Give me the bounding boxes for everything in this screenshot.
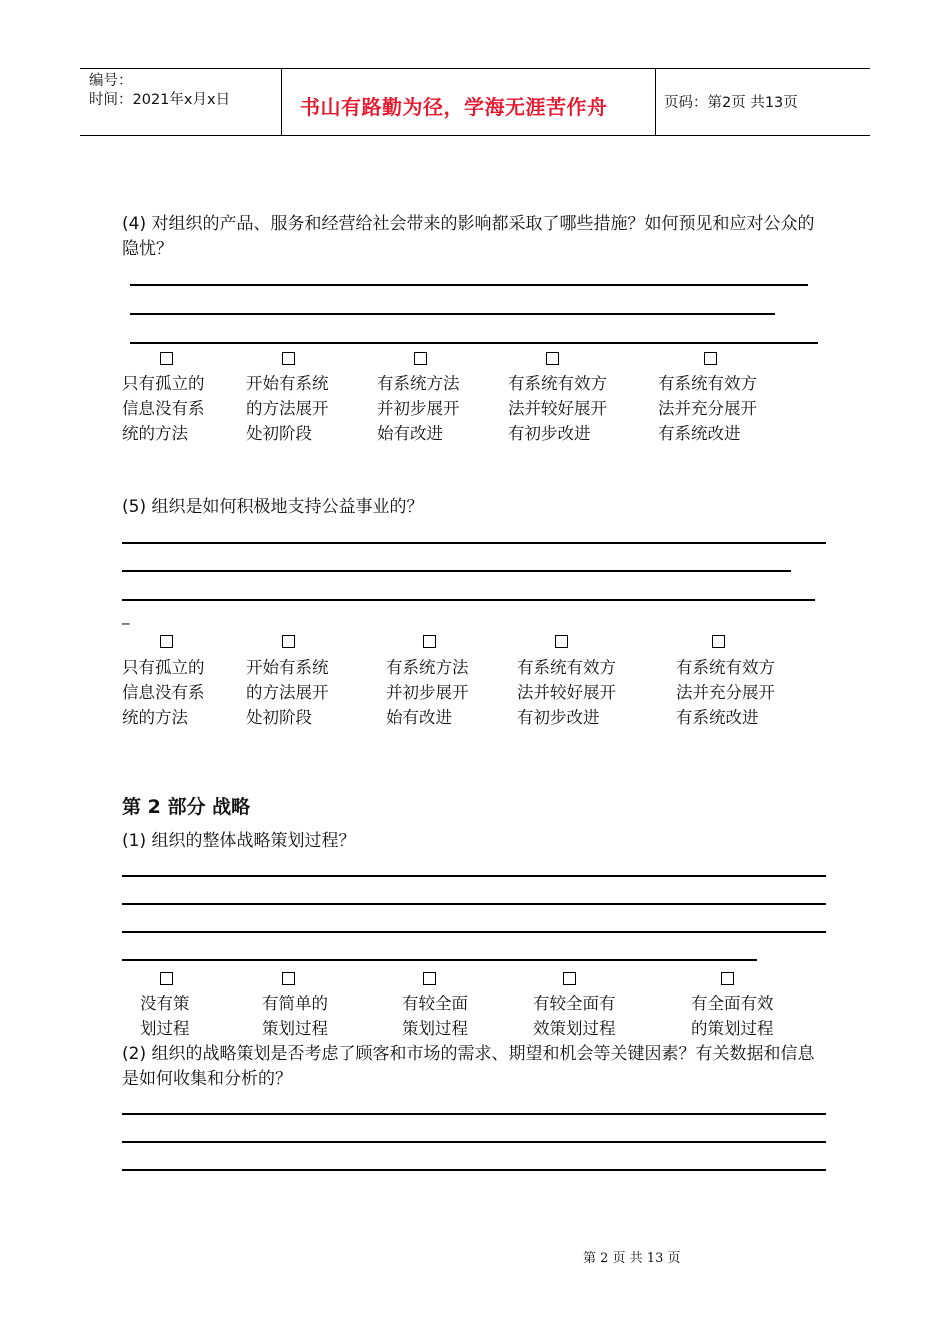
rating-checkbox[interactable] bbox=[160, 972, 173, 985]
rating-checkbox[interactable] bbox=[414, 352, 427, 365]
rating-option-label: 有系统有效方 法并充分展开 有系统改进 bbox=[658, 374, 757, 443]
time-label: 时间：2021年x月x日 bbox=[89, 92, 231, 108]
section-title: 第 2 部分 战略 bbox=[122, 796, 251, 818]
question-5-text: (5) 组织是如何积极地支持公益事业的？ bbox=[122, 497, 424, 517]
header-bottom-border bbox=[80, 135, 870, 136]
rating-checkbox[interactable] bbox=[160, 635, 173, 648]
answer-line bbox=[122, 1113, 826, 1115]
answer-line bbox=[122, 1141, 826, 1143]
rating-checkbox[interactable] bbox=[721, 972, 734, 985]
rating-checkbox[interactable] bbox=[546, 352, 559, 365]
rating-option-label: 有系统方法 并初步展开 始有改进 bbox=[377, 374, 460, 443]
rating-option-label: 有全面有效 的策划过程 bbox=[691, 994, 774, 1038]
stray-mark: _ bbox=[122, 607, 130, 625]
rating-option-label: 开始有系统 的方法展开 处初阶段 bbox=[246, 374, 329, 443]
rating-checkbox[interactable] bbox=[423, 972, 436, 985]
rating-checkbox[interactable] bbox=[282, 972, 295, 985]
rating-option-label: 有系统方法 并初步展开 始有改进 bbox=[386, 658, 469, 727]
answer-line bbox=[122, 931, 826, 933]
header-motto: 书山有路勤为径，学海无涯苦作舟 bbox=[300, 95, 608, 119]
answer-line bbox=[122, 570, 791, 572]
answer-line bbox=[130, 284, 808, 286]
rating-option-label: 只有孤立的 信息没有系 统的方法 bbox=[122, 374, 205, 443]
page-info: 页码：第2页 共13页 bbox=[664, 95, 798, 111]
answer-line bbox=[122, 1169, 826, 1171]
page-footer: 第 2 页 共 13 页 bbox=[583, 1251, 681, 1266]
answer-line bbox=[122, 599, 815, 601]
answer-line bbox=[122, 903, 826, 905]
answer-line bbox=[122, 875, 826, 877]
rating-checkbox[interactable] bbox=[563, 972, 576, 985]
header-top-border bbox=[80, 68, 870, 69]
rating-checkbox[interactable] bbox=[160, 352, 173, 365]
serial-label: 编号： bbox=[89, 73, 133, 89]
rating-checkbox[interactable] bbox=[704, 352, 717, 365]
rating-option-label: 没有策 划过程 bbox=[140, 994, 190, 1038]
rating-checkbox[interactable] bbox=[423, 635, 436, 648]
answer-line bbox=[122, 542, 826, 544]
rating-option-label: 有较全面有 效策划过程 bbox=[533, 994, 616, 1038]
rating-option-label: 有系统有效方 法并较好展开 有初步改进 bbox=[517, 658, 616, 727]
question-4-text: (4) 对组织的产品、服务和经营给社会带来的影响都采取了哪些措施？如何预见和应对公众的隐忧？ bbox=[122, 214, 815, 259]
rating-checkbox[interactable] bbox=[555, 635, 568, 648]
strategy-question-1-text: (1) 组织的整体战略策划过程？ bbox=[122, 831, 356, 851]
rating-option-label: 有简单的 策划过程 bbox=[262, 994, 328, 1038]
rating-checkbox[interactable] bbox=[282, 635, 295, 648]
rating-checkbox[interactable] bbox=[712, 635, 725, 648]
strategy-question-2-text: (2) 组织的战略策划是否考虑了顾客和市场的需求、期望和机会等关键因素？有关数据和信息是如何收集和分析的？ bbox=[122, 1044, 815, 1089]
rating-option-label: 只有孤立的 信息没有系 统的方法 bbox=[122, 658, 205, 727]
header-divider-left bbox=[281, 68, 282, 136]
rating-option-label: 有系统有效方 法并较好展开 有初步改进 bbox=[508, 374, 607, 443]
rating-option-label: 开始有系统 的方法展开 处初阶段 bbox=[246, 658, 329, 727]
answer-line bbox=[130, 342, 818, 344]
rating-option-label: 有较全面 策划过程 bbox=[402, 994, 468, 1038]
answer-line bbox=[122, 959, 757, 961]
rating-checkbox[interactable] bbox=[282, 352, 295, 365]
header-divider-right bbox=[655, 68, 656, 136]
rating-option-label: 有系统有效方 法并充分展开 有系统改进 bbox=[676, 658, 775, 727]
answer-line bbox=[130, 313, 775, 315]
